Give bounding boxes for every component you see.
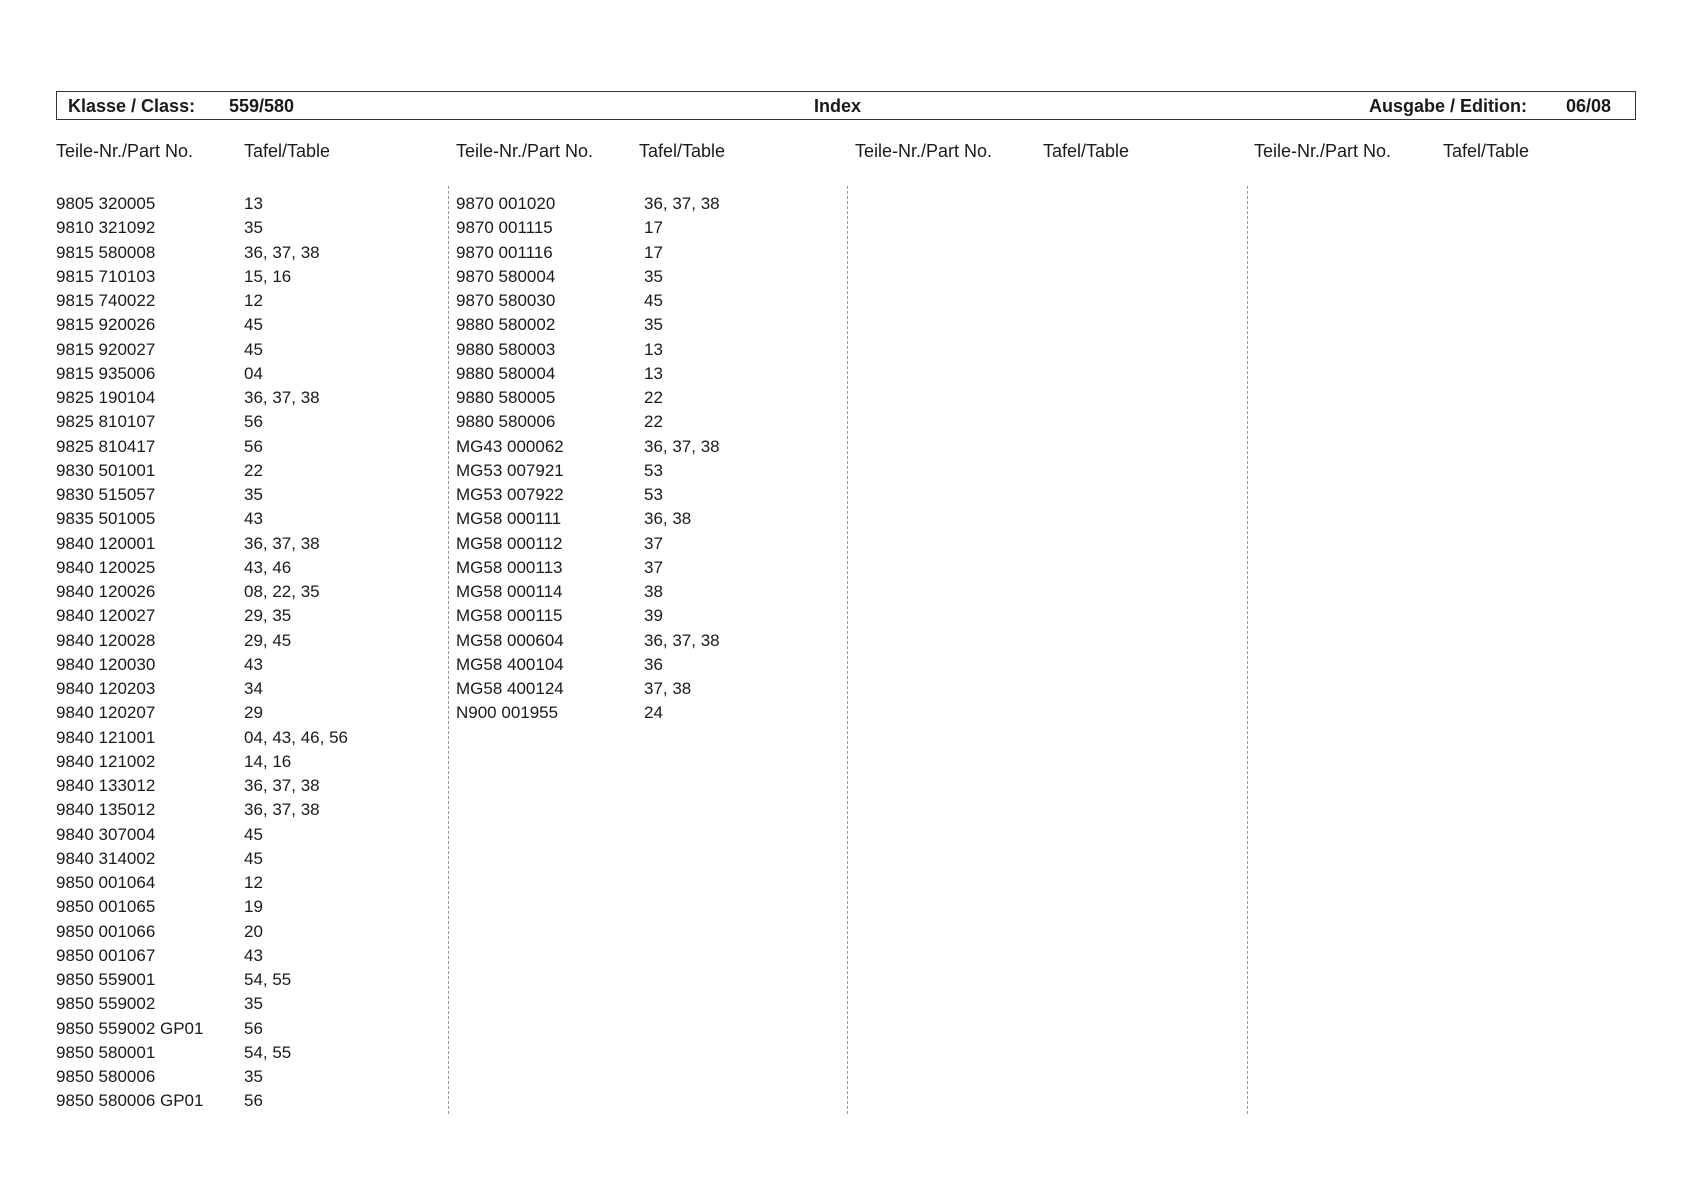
part-number: 9840 120001 — [56, 533, 156, 553]
col3-table-header: Tafel/Table — [1043, 141, 1130, 161]
edition-label: Ausgabe / Edition: — [1369, 96, 1528, 116]
part-number: 9815 935006 — [56, 363, 156, 383]
table-reference: 22 — [644, 388, 663, 407]
table-reference: 56 — [244, 1091, 263, 1111]
table-reference: 29, 35 — [244, 606, 292, 626]
table-reference: 37 — [644, 557, 663, 577]
table-reference: 22 — [244, 460, 263, 480]
table-reference: 39 — [644, 606, 663, 626]
table-reference: 29 — [244, 703, 263, 723]
table-reference: 43, 46 — [244, 557, 292, 577]
col4-table-header: Tafel/Table — [1443, 141, 1530, 161]
table-reference: 43 — [244, 945, 263, 965]
part-number: 9850 559002 — [56, 994, 156, 1014]
col4-part-header: Teile-Nr./Part No. — [1254, 141, 1392, 161]
table-reference: 35 — [244, 218, 263, 238]
part-number: 9850 580006 — [56, 1067, 156, 1086]
table-reference: 34 — [244, 679, 263, 698]
part-number: 9815 920027 — [56, 339, 156, 359]
table-reference: 35 — [244, 485, 263, 504]
table-reference: 38 — [644, 582, 663, 601]
table-reference: 45 — [244, 315, 263, 335]
col1-part-header: Teile-Nr./Part No. — [56, 141, 194, 161]
part-number: 9870 580004 — [456, 266, 556, 286]
part-number: 9840 307004 — [56, 824, 156, 844]
table-reference: 37 — [644, 533, 663, 553]
column-divider — [847, 186, 848, 1114]
table-reference: 13 — [644, 363, 663, 383]
part-number: 9880 580002 — [456, 315, 556, 335]
table-reference: 35 — [644, 266, 663, 286]
part-number: 9880 580003 — [456, 339, 556, 359]
part-number: 9815 920026 — [56, 315, 156, 335]
table-reference: 36 — [644, 654, 663, 674]
part-number: 9850 580006 GP01 — [56, 1091, 204, 1111]
table-reference: 36, 37, 38 — [244, 776, 320, 795]
col1-table-header: Tafel/Table — [244, 141, 331, 161]
table-reference: 24 — [644, 703, 663, 723]
table-reference: 17 — [644, 242, 663, 262]
part-number: MG58 400124 — [456, 679, 564, 698]
table-reference: 14, 16 — [244, 751, 292, 771]
table-reference: 29, 45 — [244, 630, 292, 650]
table-reference: 45 — [244, 339, 263, 359]
part-number: 9880 580006 — [456, 412, 556, 432]
table-reference: 20 — [244, 921, 263, 941]
part-number: MG58 000112 — [456, 533, 563, 553]
table-reference: 15, 16 — [244, 266, 292, 286]
part-number: 9840 120027 — [56, 606, 156, 626]
table-reference: 36, 37, 38 — [644, 436, 720, 456]
part-number: 9840 120030 — [56, 654, 156, 674]
table-reference: 53 — [644, 485, 663, 504]
table-reference: 36, 37, 38 — [244, 533, 320, 553]
part-number: 9870 001020 — [456, 194, 556, 213]
part-number: N900 001955 — [456, 703, 559, 723]
column-divider — [1247, 186, 1248, 1114]
class-value: 559/580 — [229, 96, 295, 116]
table-reference: 12 — [244, 291, 263, 310]
part-number: MG58 000111 — [456, 509, 562, 529]
part-number: 9870 001115 — [456, 218, 553, 238]
part-number: 9825 810107 — [56, 412, 156, 432]
part-number: 9840 120026 — [56, 582, 156, 601]
part-number: MG58 000604 — [456, 630, 564, 650]
table-reference: 08, 22, 35 — [244, 582, 320, 601]
part-number: 9815 740022 — [56, 291, 156, 310]
table-reference: 36, 37, 38 — [244, 800, 320, 820]
part-number: 9815 580008 — [56, 242, 156, 262]
table-reference: 37, 38 — [644, 679, 692, 698]
part-number: 9815 710103 — [56, 266, 156, 286]
table-reference: 22 — [644, 412, 663, 432]
part-number: MG58 000114 — [456, 582, 563, 601]
part-number: 9850 559002 GP01 — [56, 1018, 204, 1038]
edition-value: 06/08 — [1566, 96, 1612, 116]
table-reference: 04, 43, 46, 56 — [244, 727, 348, 747]
part-number: 9840 135012 — [56, 800, 156, 820]
table-reference: 36, 37, 38 — [244, 388, 320, 407]
table-reference: 56 — [244, 436, 263, 456]
col3-part-header: Teile-Nr./Part No. — [855, 141, 993, 161]
part-number: MG58 400104 — [456, 654, 564, 674]
table-reference: 45 — [644, 291, 663, 310]
table-reference: 54, 55 — [244, 970, 292, 989]
table-reference: 56 — [244, 412, 263, 432]
table-reference: 45 — [244, 848, 263, 868]
part-number: 9880 580004 — [456, 363, 556, 383]
table-reference: 35 — [644, 315, 663, 335]
col2-table-header: Tafel/Table — [639, 141, 726, 161]
part-number: 9840 121001 — [56, 727, 156, 747]
part-number: 9840 120028 — [56, 630, 156, 650]
part-number: 9810 321092 — [56, 218, 156, 238]
table-reference: 13 — [244, 194, 263, 213]
part-number: MG43 000062 — [456, 436, 564, 456]
table-reference: 45 — [244, 824, 263, 844]
column-divider — [448, 186, 449, 1114]
table-reference: 53 — [644, 460, 663, 480]
table-reference: 04 — [244, 363, 263, 383]
part-number: 9850 580001 — [56, 1042, 156, 1062]
table-reference: 56 — [244, 1018, 263, 1038]
part-number: 9805 320005 — [56, 194, 156, 213]
table-reference: 43 — [244, 654, 263, 674]
part-number: MG53 007922 — [456, 485, 564, 504]
part-number: 9870 580030 — [456, 291, 556, 310]
part-number: 9830 501001 — [56, 460, 156, 480]
part-number: 9835 501005 — [56, 509, 156, 529]
part-number: 9850 559001 — [56, 970, 156, 989]
part-number: 9840 120025 — [56, 557, 156, 577]
part-number: MG53 007921 — [456, 460, 564, 480]
part-number: 9840 314002 — [56, 848, 156, 868]
part-number: MG58 000113 — [456, 557, 563, 577]
class-label: Klasse / Class: — [68, 96, 196, 116]
part-number: 9840 120203 — [56, 679, 156, 698]
page-header — [56, 91, 1636, 120]
table-reference: 35 — [244, 1067, 263, 1086]
part-number: MG58 000115 — [456, 606, 563, 626]
part-number: 9870 001116 — [456, 242, 553, 262]
table-reference: 36, 37, 38 — [644, 194, 720, 213]
table-reference: 36, 38 — [644, 509, 692, 529]
table-reference: 13 — [644, 339, 663, 359]
part-number: 9825 810417 — [56, 436, 156, 456]
part-number: 9850 001064 — [56, 873, 156, 892]
table-reference: 35 — [244, 994, 263, 1014]
table-reference: 12 — [244, 873, 263, 892]
part-number: 9880 580005 — [456, 388, 556, 407]
col2-part-header: Teile-Nr./Part No. — [456, 141, 594, 161]
table-reference: 36, 37, 38 — [244, 242, 320, 262]
table-reference: 19 — [244, 897, 263, 917]
page-title: Index — [814, 96, 862, 116]
table-reference: 43 — [244, 509, 263, 529]
table-reference: 17 — [644, 218, 663, 238]
part-number: 9850 001066 — [56, 921, 156, 941]
table-reference: 36, 37, 38 — [644, 630, 720, 650]
part-number: 9825 190104 — [56, 388, 156, 407]
part-number: 9840 121002 — [56, 751, 156, 771]
part-number: 9850 001067 — [56, 945, 156, 965]
part-number: 9840 120207 — [56, 703, 156, 723]
table-reference: 54, 55 — [244, 1042, 292, 1062]
part-number: 9850 001065 — [56, 897, 156, 917]
part-number: 9840 133012 — [56, 776, 156, 795]
part-number: 9830 515057 — [56, 485, 156, 504]
